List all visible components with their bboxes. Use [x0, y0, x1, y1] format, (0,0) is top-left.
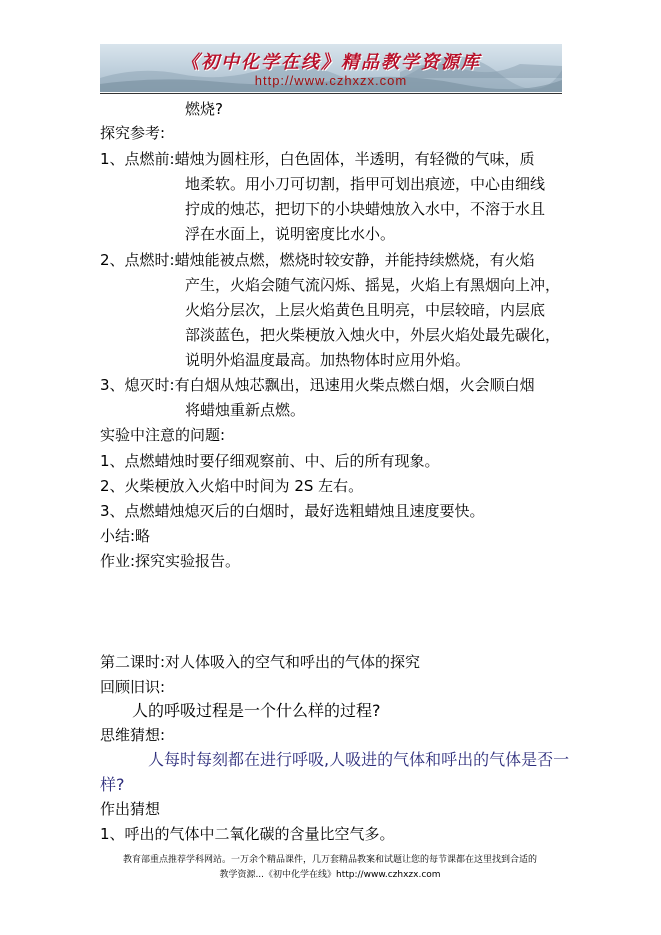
text-line: 产生，火焰会随气流闪烁、摇晃，火焰上有黑烟向上冲，: [185, 276, 561, 294]
text-line: 部淡蓝色，把火柴梗放入烛火中，外层火焰处最先碳化，: [185, 326, 561, 344]
text-line: 1、呼出的气体中二氧化碳的含量比空气多。: [100, 825, 395, 843]
text-line: 回顾旧识:: [100, 678, 166, 696]
banner-title: 《初中化学在线》精品教学资源库: [181, 52, 481, 73]
banner-url: http://www.czhxzx.com: [254, 73, 408, 88]
text-line: 燃烧?: [185, 100, 223, 118]
text-line: 说明外焰温度最高。加热物体时应用外焰。: [185, 351, 471, 369]
text-line: 3、点燃蜡烛熄灭后的白烟时，最好选粗蜡烛且速度要快。: [100, 502, 485, 520]
header-rule: [100, 93, 562, 94]
footer-line: 教育部重点推荐学科网站。一万余个精品课件，几万套精品教案和试题让您的每节课都在这里找到合适的: [122, 855, 537, 865]
text-line: 小结:略: [100, 527, 151, 545]
text-line: 实验中注意的问题:: [100, 426, 226, 444]
text-line: 人每时每刻都在进行呼吸,人吸进的气体和呼出的气体是否一: [148, 750, 570, 769]
text-line: 2、点燃时:蜡烛能被点燃，燃烧时较安静，并能持续燃烧，有火焰: [100, 251, 535, 269]
text-line: 浮在水面上，说明密度比水小。: [185, 225, 396, 243]
text-line: 1、点燃前:蜡烛为圆柱形，白色固体，半透明，有轻微的气味，质: [100, 150, 535, 168]
text-line: 将蜡烛重新点燃。: [185, 401, 306, 419]
text-line: 人的呼吸过程是一个什么样的过程?: [132, 701, 381, 720]
text-line: 火焰分层次，上层火焰黄色且明亮，中层较暗，内层底: [185, 301, 546, 319]
text-line: 1、点燃蜡烛时要仔细观察前、中、后的所有现象。: [100, 452, 440, 470]
text-line: 拧成的烛芯，把切下的小块蜡烛放入水中，不溶于水且: [185, 200, 546, 218]
text-line: 探究参考:: [100, 124, 166, 142]
page-footer: [90, 853, 570, 883]
text-line: 2、火柴梗放入火焰中时间为 2S 左右。: [100, 477, 364, 495]
text-line: 样?: [100, 775, 125, 794]
text-line: 思维猜想:: [100, 726, 166, 744]
text-line: 作业:探究实验报告。: [100, 552, 241, 570]
text-line: 地柔软。用小刀可切割，指甲可划出痕迹，中心由细线: [185, 175, 546, 193]
text-line: 作出猜想: [100, 800, 161, 818]
header-banner: [100, 44, 562, 92]
section-heading: 第二课时:对人体吸入的空气和呼出的气体的探究: [100, 653, 421, 671]
footer-line: 教学资源...《初中化学在线》http://www.czhxzx.com: [219, 870, 441, 880]
text-line: 3、熄灭时:有白烟从烛芯飘出，迅速用火柴点燃白烟，火会顺白烟: [100, 376, 535, 394]
